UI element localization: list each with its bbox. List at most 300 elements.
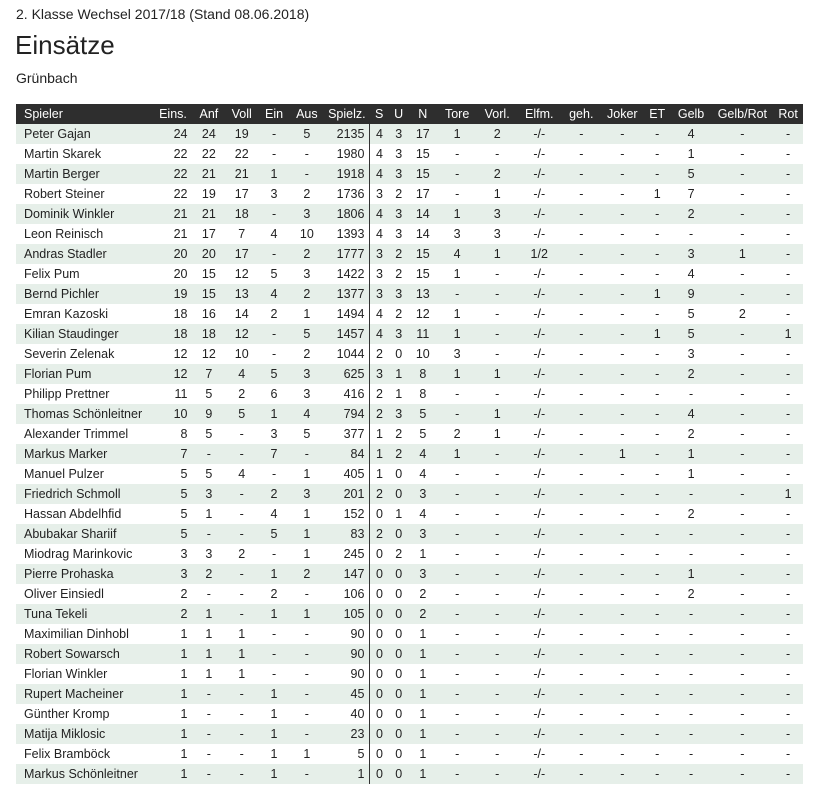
- stat-cell: -: [258, 644, 290, 664]
- stat-cell: -/-: [517, 704, 562, 724]
- stat-cell: -: [644, 524, 671, 544]
- stat-cell: 152: [324, 504, 370, 524]
- stat-cell: 1: [409, 684, 437, 704]
- stat-cell: 5: [153, 484, 192, 504]
- stat-cell: 4: [671, 264, 712, 284]
- stat-cell: 1: [370, 424, 388, 444]
- stat-cell: 0: [388, 564, 409, 584]
- stat-cell: 1: [225, 644, 258, 664]
- stat-cell: -: [437, 564, 478, 584]
- table-row: [16, 384, 803, 404]
- column-header[interactable]: Gelb: [671, 104, 712, 124]
- stat-cell: -: [290, 704, 324, 724]
- stat-cell: -: [644, 644, 671, 664]
- stat-cell: -/-: [517, 384, 562, 404]
- table-row: [16, 264, 803, 284]
- stat-cell: 18: [153, 304, 192, 324]
- table-row: [16, 484, 803, 504]
- stat-cell: -: [437, 504, 478, 524]
- player-name-cell: Florian Winkler: [16, 664, 153, 684]
- stat-cell: 1: [671, 464, 712, 484]
- stat-cell: 1: [290, 544, 324, 564]
- stat-cell: 12: [225, 264, 258, 284]
- stat-cell: -: [773, 264, 803, 284]
- stat-cell: -: [601, 264, 644, 284]
- stat-cell: -: [478, 344, 517, 364]
- stat-cell: -: [437, 464, 478, 484]
- stat-cell: -: [478, 724, 517, 744]
- stat-cell: -: [644, 544, 671, 564]
- stat-cell: -: [712, 664, 774, 684]
- column-header[interactable]: Eins.: [153, 104, 192, 124]
- stat-cell: -/-: [517, 324, 562, 344]
- stat-cell: 5: [290, 424, 324, 444]
- stat-cell: -/-: [517, 564, 562, 584]
- stat-cell: -: [437, 764, 478, 784]
- stat-cell: 4: [370, 124, 388, 144]
- stat-cell: -: [258, 124, 290, 144]
- table-row: [16, 584, 803, 604]
- stat-cell: -/-: [517, 344, 562, 364]
- stat-cell: 22: [225, 144, 258, 164]
- stat-cell: 17: [192, 224, 225, 244]
- stat-cell: -: [712, 604, 774, 624]
- stat-cell: -: [478, 764, 517, 784]
- stat-cell: -: [437, 524, 478, 544]
- stat-cell: -/-: [517, 744, 562, 764]
- player-name-cell: Emran Kazoski: [16, 304, 153, 324]
- stat-cell: 16: [192, 304, 225, 324]
- table-row: [16, 544, 803, 564]
- stat-cell: 3: [258, 184, 290, 204]
- stat-cell: -/-: [517, 524, 562, 544]
- stat-cell: -/-: [517, 684, 562, 704]
- stat-cell: 2: [478, 164, 517, 184]
- player-name-cell: Peter Gajan: [16, 124, 153, 144]
- stat-cell: 1: [153, 624, 192, 644]
- stat-cell: 2: [153, 604, 192, 624]
- stat-cell: -/-: [517, 184, 562, 204]
- stat-cell: 14: [225, 304, 258, 324]
- stat-cell: -: [225, 424, 258, 444]
- stat-cell: -: [192, 764, 225, 784]
- stat-cell: 2: [370, 384, 388, 404]
- stat-cell: 4: [370, 324, 388, 344]
- stat-cell: -: [671, 524, 712, 544]
- stat-cell: 18: [153, 324, 192, 344]
- player-name-cell: Robert Sowarsch: [16, 644, 153, 664]
- column-header[interactable]: Gelb/Rot: [712, 104, 774, 124]
- stat-cell: -: [478, 704, 517, 724]
- stat-cell: 0: [370, 664, 388, 684]
- stat-cell: -: [712, 484, 774, 504]
- stat-cell: 3: [388, 284, 409, 304]
- stat-cell: 90: [324, 624, 370, 644]
- stat-cell: -: [644, 124, 671, 144]
- stat-cell: -: [601, 744, 644, 764]
- stat-cell: -: [437, 484, 478, 504]
- column-header[interactable]: Tore: [437, 104, 478, 124]
- stat-cell: 2: [712, 304, 774, 324]
- stat-cell: 90: [324, 644, 370, 664]
- stat-cell: -: [601, 384, 644, 404]
- stat-cell: -: [773, 664, 803, 684]
- stat-cell: 3: [370, 244, 388, 264]
- stat-cell: 3: [388, 224, 409, 244]
- stat-cell: -: [601, 324, 644, 344]
- stat-cell: -: [671, 744, 712, 764]
- stat-cell: 0: [388, 524, 409, 544]
- stat-cell: 7: [192, 364, 225, 384]
- stat-cell: 2: [225, 384, 258, 404]
- player-name-cell: Markus Marker: [16, 444, 153, 464]
- stat-cell: -: [478, 684, 517, 704]
- stat-cell: 1: [644, 284, 671, 304]
- stat-cell: -: [258, 144, 290, 164]
- stat-cell: 10: [290, 224, 324, 244]
- stat-cell: -: [773, 284, 803, 304]
- stat-cell: -: [562, 204, 601, 224]
- stat-cell: -: [290, 164, 324, 184]
- stat-cell: -/-: [517, 424, 562, 444]
- stat-cell: -: [773, 604, 803, 624]
- column-header[interactable]: Vorl.: [478, 104, 517, 124]
- stat-cell: 0: [388, 724, 409, 744]
- player-name-cell: Dominik Winkler: [16, 204, 153, 224]
- stat-cell: -: [712, 404, 774, 424]
- stat-cell: 18: [192, 324, 225, 344]
- column-header[interactable]: geh.: [562, 104, 601, 124]
- stat-cell: 1: [153, 724, 192, 744]
- stat-cell: 5: [671, 304, 712, 324]
- stat-cell: 8: [409, 384, 437, 404]
- player-name-cell: Philipp Prettner: [16, 384, 153, 404]
- stat-cell: -: [478, 524, 517, 544]
- stat-cell: 22: [153, 144, 192, 164]
- stat-cell: -: [601, 424, 644, 444]
- stat-cell: 1/2: [517, 244, 562, 264]
- stat-cell: -: [644, 584, 671, 604]
- stat-cell: -: [644, 224, 671, 244]
- player-name-cell: Martin Skarek: [16, 144, 153, 164]
- stat-cell: 2: [290, 184, 324, 204]
- stat-cell: -: [562, 144, 601, 164]
- stat-cell: -: [601, 604, 644, 624]
- stat-cell: 7: [153, 444, 192, 464]
- stat-cell: -: [671, 704, 712, 724]
- stat-cell: 84: [324, 444, 370, 464]
- stat-cell: 1: [290, 304, 324, 324]
- stat-cell: -: [258, 344, 290, 364]
- stat-cell: 1: [437, 304, 478, 324]
- column-header[interactable]: ET: [644, 104, 671, 124]
- stat-cell: 3: [409, 564, 437, 584]
- stat-cell: -/-: [517, 144, 562, 164]
- stat-cell: -: [712, 144, 774, 164]
- stat-cell: 5: [290, 324, 324, 344]
- stat-cell: 3: [370, 264, 388, 284]
- stat-cell: -: [225, 584, 258, 604]
- stat-cell: 0: [388, 344, 409, 364]
- table-row: [16, 684, 803, 704]
- stat-cell: 21: [153, 204, 192, 224]
- stat-cell: -: [258, 544, 290, 564]
- stat-cell: 1: [437, 204, 478, 224]
- stat-cell: -: [225, 524, 258, 544]
- table-row: [16, 564, 803, 584]
- stat-cell: 3: [290, 264, 324, 284]
- stat-cell: -: [671, 224, 712, 244]
- stat-cell: 40: [324, 704, 370, 724]
- stat-cell: -: [562, 604, 601, 624]
- stat-cell: 2: [671, 584, 712, 604]
- stat-cell: -: [644, 164, 671, 184]
- stat-cell: 5: [258, 364, 290, 384]
- stat-cell: 2: [290, 344, 324, 364]
- stat-cell: 2135: [324, 124, 370, 144]
- stat-cell: 1: [478, 404, 517, 424]
- stat-cell: -: [712, 444, 774, 464]
- stat-cell: 1: [388, 364, 409, 384]
- player-name-cell: Hassan Abdelhfid: [16, 504, 153, 524]
- stat-cell: 5: [671, 164, 712, 184]
- stat-cell: -: [562, 304, 601, 324]
- stat-cell: 3: [192, 544, 225, 564]
- player-name-cell: Miodrag Marinkovic: [16, 544, 153, 564]
- stat-cell: 15: [409, 164, 437, 184]
- stat-cell: 625: [324, 364, 370, 384]
- stat-cell: 1: [225, 624, 258, 644]
- stat-cell: -: [192, 524, 225, 544]
- stat-cell: 3: [290, 384, 324, 404]
- stat-cell: -: [437, 144, 478, 164]
- player-name-cell: Matija Miklosic: [16, 724, 153, 744]
- player-name-cell: Maximilian Dinhobl: [16, 624, 153, 644]
- stat-cell: 1: [258, 764, 290, 784]
- player-name-cell: Oliver Einsiedl: [16, 584, 153, 604]
- stat-cell: 0: [370, 764, 388, 784]
- stat-cell: -: [562, 684, 601, 704]
- stat-cell: 11: [409, 324, 437, 344]
- stat-cell: -: [712, 504, 774, 524]
- stat-cell: -/-: [517, 584, 562, 604]
- stat-cell: -: [562, 364, 601, 384]
- stat-cell: -: [644, 304, 671, 324]
- stat-cell: -: [712, 584, 774, 604]
- column-header[interactable]: Rot: [773, 104, 803, 124]
- stat-cell: 2: [671, 364, 712, 384]
- stat-cell: 1: [370, 464, 388, 484]
- stat-cell: 3: [153, 544, 192, 564]
- stat-cell: -: [290, 144, 324, 164]
- stat-cell: 2: [258, 584, 290, 604]
- column-header[interactable]: Spielz.: [324, 104, 370, 124]
- table-row: [16, 304, 803, 324]
- stat-cell: 0: [370, 624, 388, 644]
- stat-cell: -: [258, 624, 290, 644]
- stat-cell: -: [258, 664, 290, 684]
- table-row: [16, 284, 803, 304]
- stat-cell: 5: [153, 524, 192, 544]
- stat-cell: -: [644, 564, 671, 584]
- stat-cell: 2: [153, 584, 192, 604]
- stat-cell: 17: [225, 184, 258, 204]
- stat-cell: -: [601, 204, 644, 224]
- stat-cell: 1457: [324, 324, 370, 344]
- stat-cell: -: [644, 704, 671, 724]
- column-header[interactable]: Elfm.: [517, 104, 562, 124]
- column-header[interactable]: Spieler: [16, 104, 153, 124]
- stat-cell: -: [773, 144, 803, 164]
- stat-cell: -: [437, 584, 478, 604]
- stat-cell: -: [601, 504, 644, 524]
- column-header[interactable]: U: [388, 104, 409, 124]
- stat-cell: 3: [370, 364, 388, 384]
- stat-cell: 1: [153, 644, 192, 664]
- player-name-cell: Florian Pum: [16, 364, 153, 384]
- stat-cell: 405: [324, 464, 370, 484]
- stat-cell: 1: [225, 664, 258, 684]
- stat-cell: 377: [324, 424, 370, 444]
- stat-cell: -: [644, 384, 671, 404]
- stat-cell: -: [712, 204, 774, 224]
- stat-cell: -: [437, 624, 478, 644]
- stat-cell: -: [437, 744, 478, 764]
- stat-cell: -: [773, 404, 803, 424]
- column-header[interactable]: Anf: [192, 104, 225, 124]
- stat-cell: 12: [153, 344, 192, 364]
- stat-cell: 15: [192, 284, 225, 304]
- stat-cell: -: [562, 704, 601, 724]
- table-row: [16, 724, 803, 744]
- stat-cell: -: [773, 764, 803, 784]
- stat-cell: -: [562, 764, 601, 784]
- column-header[interactable]: N: [409, 104, 437, 124]
- stat-cell: -: [290, 624, 324, 644]
- stat-cell: 3: [388, 144, 409, 164]
- stat-cell: 201: [324, 484, 370, 504]
- stat-cell: 22: [153, 164, 192, 184]
- column-header[interactable]: Joker: [601, 104, 644, 124]
- stat-cell: -: [478, 744, 517, 764]
- stat-cell: -: [437, 184, 478, 204]
- page-title: Einsätze: [15, 30, 115, 60]
- stat-cell: 1: [153, 664, 192, 684]
- stat-cell: 1: [773, 324, 803, 344]
- stat-cell: 2: [409, 584, 437, 604]
- stat-cell: -: [437, 544, 478, 564]
- stat-cell: -/-: [517, 764, 562, 784]
- stat-cell: -: [773, 364, 803, 384]
- stat-cell: -: [225, 564, 258, 584]
- stat-cell: 0: [388, 484, 409, 504]
- stat-cell: -: [773, 464, 803, 484]
- column-header[interactable]: Aus: [290, 104, 324, 124]
- stat-cell: -: [671, 604, 712, 624]
- stat-cell: -: [601, 684, 644, 704]
- stat-cell: 1393: [324, 224, 370, 244]
- stat-cell: 3: [671, 344, 712, 364]
- stat-cell: 0: [388, 584, 409, 604]
- player-name-cell: Rupert Macheiner: [16, 684, 153, 704]
- stat-cell: 2: [437, 424, 478, 444]
- stat-cell: 12: [409, 304, 437, 324]
- stat-cell: 1: [712, 244, 774, 264]
- stat-cell: -: [712, 624, 774, 644]
- stat-cell: -: [601, 404, 644, 424]
- stat-cell: -: [290, 644, 324, 664]
- table-row: [16, 524, 803, 544]
- stat-cell: -: [773, 624, 803, 644]
- stat-cell: -: [258, 244, 290, 264]
- stat-cell: 1: [370, 444, 388, 464]
- stat-cell: -/-: [517, 604, 562, 624]
- stat-cell: -: [562, 444, 601, 464]
- stat-cell: -: [712, 544, 774, 564]
- stat-cell: 13: [225, 284, 258, 304]
- stat-cell: -: [478, 464, 517, 484]
- stat-cell: 9: [192, 404, 225, 424]
- stat-cell: 1736: [324, 184, 370, 204]
- stat-cell: 1377: [324, 284, 370, 304]
- stat-cell: -: [601, 164, 644, 184]
- stat-cell: -: [437, 384, 478, 404]
- stat-cell: -: [671, 724, 712, 744]
- player-name-cell: Bernd Pichler: [16, 284, 153, 304]
- table-row: [16, 424, 803, 444]
- stat-cell: -: [225, 744, 258, 764]
- stat-cell: 0: [388, 684, 409, 704]
- stat-cell: 1777: [324, 244, 370, 264]
- stat-cell: 2: [388, 424, 409, 444]
- column-header[interactable]: Ein: [258, 104, 290, 124]
- stat-cell: 0: [370, 724, 388, 744]
- stat-cell: 3: [258, 424, 290, 444]
- stat-cell: -: [712, 424, 774, 444]
- stat-cell: -: [478, 564, 517, 584]
- stat-cell: 4: [437, 244, 478, 264]
- stat-cell: 21: [153, 224, 192, 244]
- stat-cell: 0: [370, 504, 388, 524]
- stat-cell: -: [601, 624, 644, 644]
- table-row: [16, 124, 803, 144]
- table-row: [16, 664, 803, 684]
- stat-cell: 2: [409, 604, 437, 624]
- stat-cell: -: [562, 124, 601, 144]
- player-name-cell: Pierre Prohaska: [16, 564, 153, 584]
- stat-cell: -: [773, 244, 803, 264]
- stat-cell: -: [773, 724, 803, 744]
- stat-cell: -: [773, 424, 803, 444]
- stat-cell: -: [225, 484, 258, 504]
- team-name: Grünbach: [16, 70, 78, 86]
- player-name-cell: Robert Steiner: [16, 184, 153, 204]
- table-row: [16, 504, 803, 524]
- stat-cell: 1: [644, 184, 671, 204]
- stat-cell: -: [773, 344, 803, 364]
- stat-cell: 90: [324, 664, 370, 684]
- stat-cell: 7: [258, 444, 290, 464]
- stat-cell: -: [773, 564, 803, 584]
- column-header[interactable]: Voll: [225, 104, 258, 124]
- stat-cell: 8: [409, 364, 437, 384]
- column-header[interactable]: S: [370, 104, 388, 124]
- stat-cell: 5: [409, 404, 437, 424]
- stat-cell: -: [601, 764, 644, 784]
- stat-cell: 83: [324, 524, 370, 544]
- stat-cell: 2: [388, 544, 409, 564]
- stat-cell: 1: [437, 444, 478, 464]
